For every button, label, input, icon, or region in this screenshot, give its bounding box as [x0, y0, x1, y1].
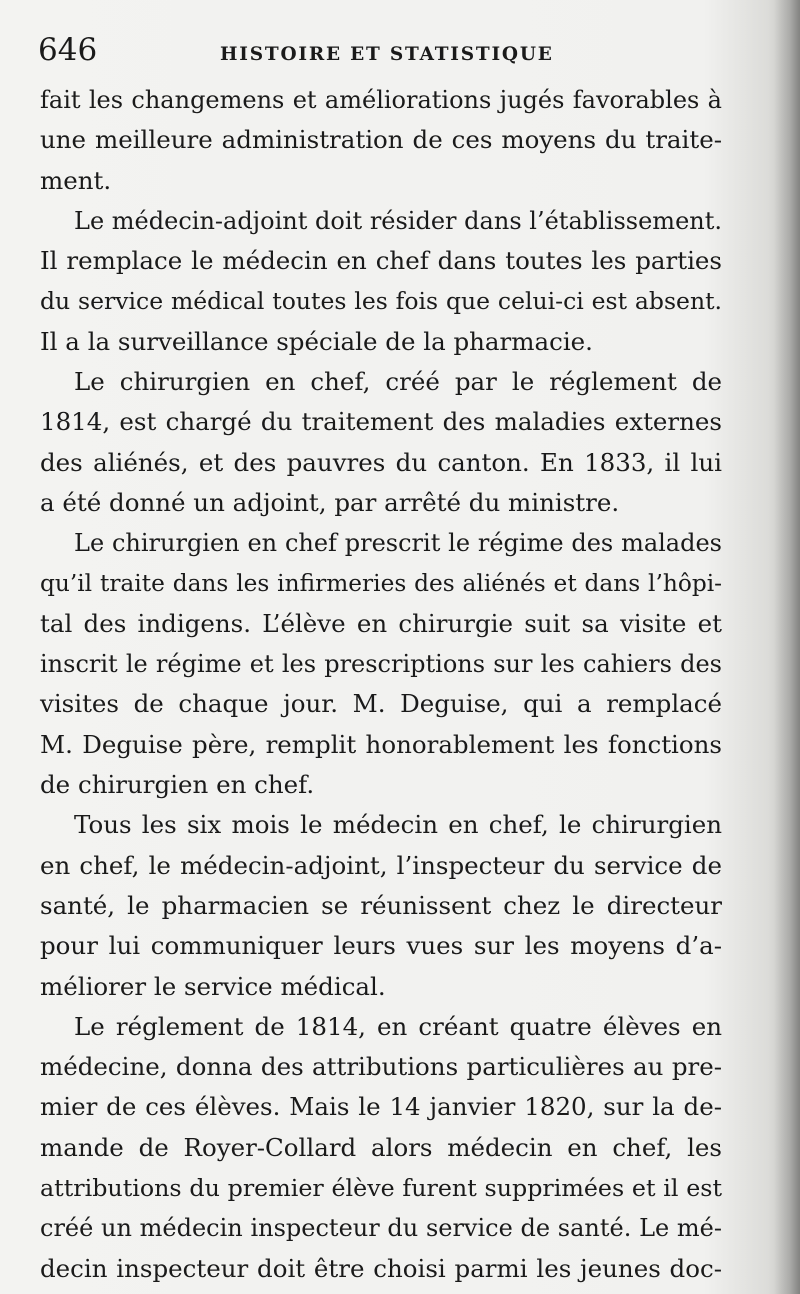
text-line: Il a la surveillance spéciale de la pharmacie.: [40, 326, 593, 356]
text-line: fait les changemens et améliorations jugés favorables à: [40, 86, 722, 114]
text-line: inscrit le régime et les prescriptions sur les cahiers des: [40, 650, 722, 679]
text-line: Le chirurgien en chef, créé par le réglement de: [74, 367, 722, 397]
text-line: de chirurgien en chef.: [40, 770, 315, 800]
text-line: tal des indigens. L’élève en chirurgie suit sa visite et: [40, 608, 722, 638]
text-line: Le chirurgien en chef prescrit le régime des malades: [74, 529, 722, 558]
text-line: Il remplace le médecin en chef dans toutes les parties: [40, 246, 722, 276]
text-line: une meilleure administration de ces moyens du traite-: [40, 125, 722, 155]
text-line: Le réglement de 1814, en créant quatre élèves en: [74, 1011, 722, 1041]
text-line: Le médecin-adjoint doit résider dans l’établissement.: [74, 206, 722, 235]
text-line: a été donné un adjoint, par arrêté du ministre.: [40, 487, 620, 517]
text-line: mier de ces élèves. Mais le 14 janvier 1820, sur la de-: [40, 1092, 722, 1122]
running-head: HISTOIRE ET STATISTIQUE: [220, 44, 554, 65]
text-line: attributions du premier élève furent supprimées et il est: [40, 1174, 722, 1203]
text-line: mande de Royer-Collard alors médecin en chef, les: [40, 1132, 722, 1162]
text-line: decin inspecteur doit être choisi parmi les jeunes doc-: [40, 1253, 722, 1283]
text-line: en chef, le médecin-adjoint, l’inspecteur du service de: [40, 850, 722, 880]
text-line: pour lui communiquer leurs vues sur les moyens d’a-: [40, 931, 722, 961]
text-line: santé, le pharmacien se réunissent chez le directeur: [40, 890, 722, 920]
text-line: Tous les six mois le médecin en chef, le chirurgien: [74, 810, 722, 840]
page-header: [38, 30, 758, 70]
text-line: des aliénés, et des pauvres du canton. En 1833, il lui: [40, 447, 722, 477]
text-line: méliorer le service médical.: [40, 971, 386, 1001]
text-line: ment.: [40, 165, 112, 195]
text-line: du service médical toutes les fois que celui-ci est absent.: [40, 287, 722, 316]
body-text: [40, 80, 722, 1289]
text-line: M. Deguise père, remplit honorablement les fonctions: [40, 729, 722, 759]
text-line: qu’il traite dans les infirmeries des aliénés et dans l’hôpi-: [40, 569, 722, 597]
page-spine-shadow: [774, 0, 800, 1294]
text-line: 1814, est chargé du traitement des maladies externes: [40, 407, 722, 437]
text-line: créé un médecin inspecteur du service de santé. Le mé-: [40, 1214, 722, 1243]
text-line: médecine, donna des attributions particulières au pre-: [40, 1052, 722, 1082]
text-line: visites de chaque jour. M. Deguise, qui a remplacé: [40, 689, 722, 719]
page-number: 646: [38, 32, 98, 68]
